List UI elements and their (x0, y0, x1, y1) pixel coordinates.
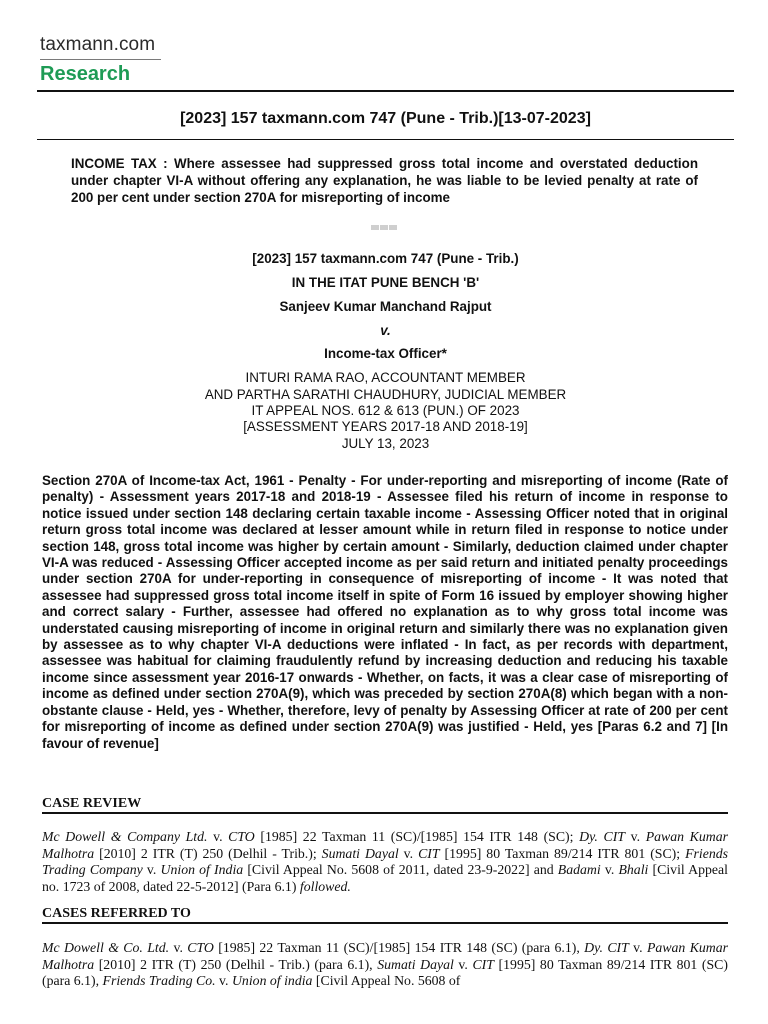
reference-text: v. (624, 829, 646, 844)
reference-text: [1995] 80 Taxman 89/214 ITR 801 (SC) (para 6.1), (42, 956, 728, 989)
versus-label: v. (380, 323, 391, 338)
case-citation: [2023] 157 taxmann.com 747 (Pune - Trib.) (252, 251, 519, 266)
case-summary: Section 270A of Income-tax Act, 1961 - Penalty - For under-reporting and misreporting of income (Rate of penalty) - Assessment years 2017-18 and 2018-19 - Assessee filed his return of income in response to notice issued under section 148 declaring certain taxable income - Assessing Officer noted that in original return gross total income was declared at lesser amount while in return filed in response to notice under section 148, gross total income was higher by certain amount - Similarly, deduction claimed under chapter VI-A was reduced - Assessing Officer accepted income as per said return and initiated penalty proceedings under section 270A for under-reporting in consequence of misreporting of income - It was noted that assessee had suppressed gross total income itself in spite of Form 16 issued by employer showing higher and correct salary - Further, assessee had offered no explanation as to why gross total income was understated causing misreporting of income in original return and similarly there was no explanation given by assessee as to why chapter VI-A deductions were inflated - In fact, as per records with department, assessee was habitual for claiming fraudulently refund by increasing deduction and reducing his taxable income since assessment year 2016-17 onwards - Whether, on facts, it was a clear case of misreporting of income as defined under section 270A(9), which was preceded by section 270A(8) which began with a non-obstante clause - Held, yes - Whether, therefore, levy of penalty by Assessing Officer at rate of 200 per cent for misreporting of income as defined under section 270A(9) was justified - Held, yes [Paras 6.2 and 7] [In favour of revenue] (42, 473, 728, 751)
reference-text: [1995] 80 Taxman 89/214 ITR 801 (SC); (439, 845, 686, 861)
reference-text: [Civil Appeal no. 1723 of 2008, dated 22-5-2012] (Para 6.1) (42, 862, 728, 894)
reference-text: v. (142, 862, 161, 878)
section-ornament (371, 225, 399, 231)
case-party-name: Pawan Kumar Malhotra (42, 940, 729, 972)
case-party-name: CTO (187, 940, 214, 955)
reference-text: [Civil Appeal No. 5608 of 2011, dated 23-9-2022] and (243, 862, 558, 878)
page-citation: [2023] 157 taxmann.com 747 (Pune - Trib.)[13-07-2023] (180, 110, 591, 127)
logo-site-name: taxmann.com (40, 34, 156, 55)
cases-referred-heading: CASES REFERRED TO (42, 906, 191, 921)
case-party-name: CTO (228, 829, 255, 844)
case-party-name: Mc Dowell & Company Ltd. (42, 829, 208, 844)
case-party-name: Badami (557, 862, 601, 878)
reference-text: v. (628, 940, 647, 955)
headnote: INCOME TAX : Where assessee had suppressed gross total income and overstated deduction under chapter VI-A without offering any explanation, he was liable to be levied penalty at rate of 200 per cent under section 270A for misreporting of income (71, 156, 698, 205)
case-party-name: Dy. CIT (579, 829, 625, 844)
appellant-name: Sanjeev Kumar Manchand Rajput (279, 299, 492, 314)
case-party-name: Sumati Dayal (321, 845, 399, 861)
logo-divider (40, 59, 161, 60)
case-party-name: Friends Trading Co. (102, 973, 216, 989)
case-party-name: CIT (418, 845, 440, 861)
cases-referred-text (42, 940, 728, 990)
case-party-name: Union of India (160, 862, 244, 878)
reference-text: [Civil Appeal No. 5608 of (312, 973, 461, 989)
taxmann-research-logo (40, 34, 162, 86)
case-party-name: Bhali (618, 862, 649, 878)
reference-text: v. (207, 829, 229, 844)
case-party-name: Friends Trading Company (42, 845, 728, 878)
reference-text: [1985] 22 Taxman 11 (SC)/[1985] 154 ITR 148 (SC); (254, 829, 580, 844)
judgment-date: JULY 13, 2023 (341, 436, 430, 451)
case-party-name: CIT (472, 956, 494, 972)
case-party-name: Pawan Kumar Malhotra (42, 829, 728, 861)
assessment-years: [ASSESSMENT YEARS 2017-18 AND 2018-19] (243, 419, 528, 434)
reference-text: v. (600, 862, 619, 878)
reference-text: v. (453, 956, 473, 972)
appeal-numbers: IT APPEAL NOS. 612 & 613 (PUN.) OF 2023 (251, 403, 520, 418)
reference-text: v. (215, 973, 232, 989)
case-party-name: Dy. CIT (584, 940, 629, 955)
reference-text: [1985] 22 Taxman 11 (SC)/[1985] 154 ITR 148 (SC) (para 6.1), (213, 940, 585, 955)
reference-text: [2010] 2 ITR (T) 250 (Delhil - Trib.) (para 6.1), (94, 956, 378, 972)
case-party-name: Mc Dowell & Co. Ltd. (42, 940, 170, 955)
reference-text: [2010] 2 ITR (T) 250 (Delhil - Trib.); (94, 845, 322, 861)
header-rule (37, 90, 734, 92)
bench-member-2: AND PARTHA SARATHI CHAUDHURY, JUDICIAL MEMBER (204, 387, 567, 402)
citation-rule (37, 139, 734, 140)
case-review-rule (42, 812, 728, 814)
case-review-heading: CASE REVIEW (42, 796, 142, 811)
bench-name: IN THE ITAT PUNE BENCH 'B' (291, 275, 480, 290)
case-party-name: followed. (299, 878, 351, 894)
bench-member-1: INTURI RAMA RAO, ACCOUNTANT MEMBER (245, 370, 526, 385)
case-party-name: Union of india (231, 973, 313, 989)
logo-research-label: Research (40, 63, 131, 85)
respondent-name: Income-tax Officer* (324, 346, 447, 361)
case-review-text (42, 829, 728, 895)
reference-text: v. (169, 940, 188, 955)
cases-referred-rule (42, 922, 728, 924)
reference-text: v. (398, 845, 419, 861)
case-party-name: Sumati Dayal (377, 956, 454, 972)
